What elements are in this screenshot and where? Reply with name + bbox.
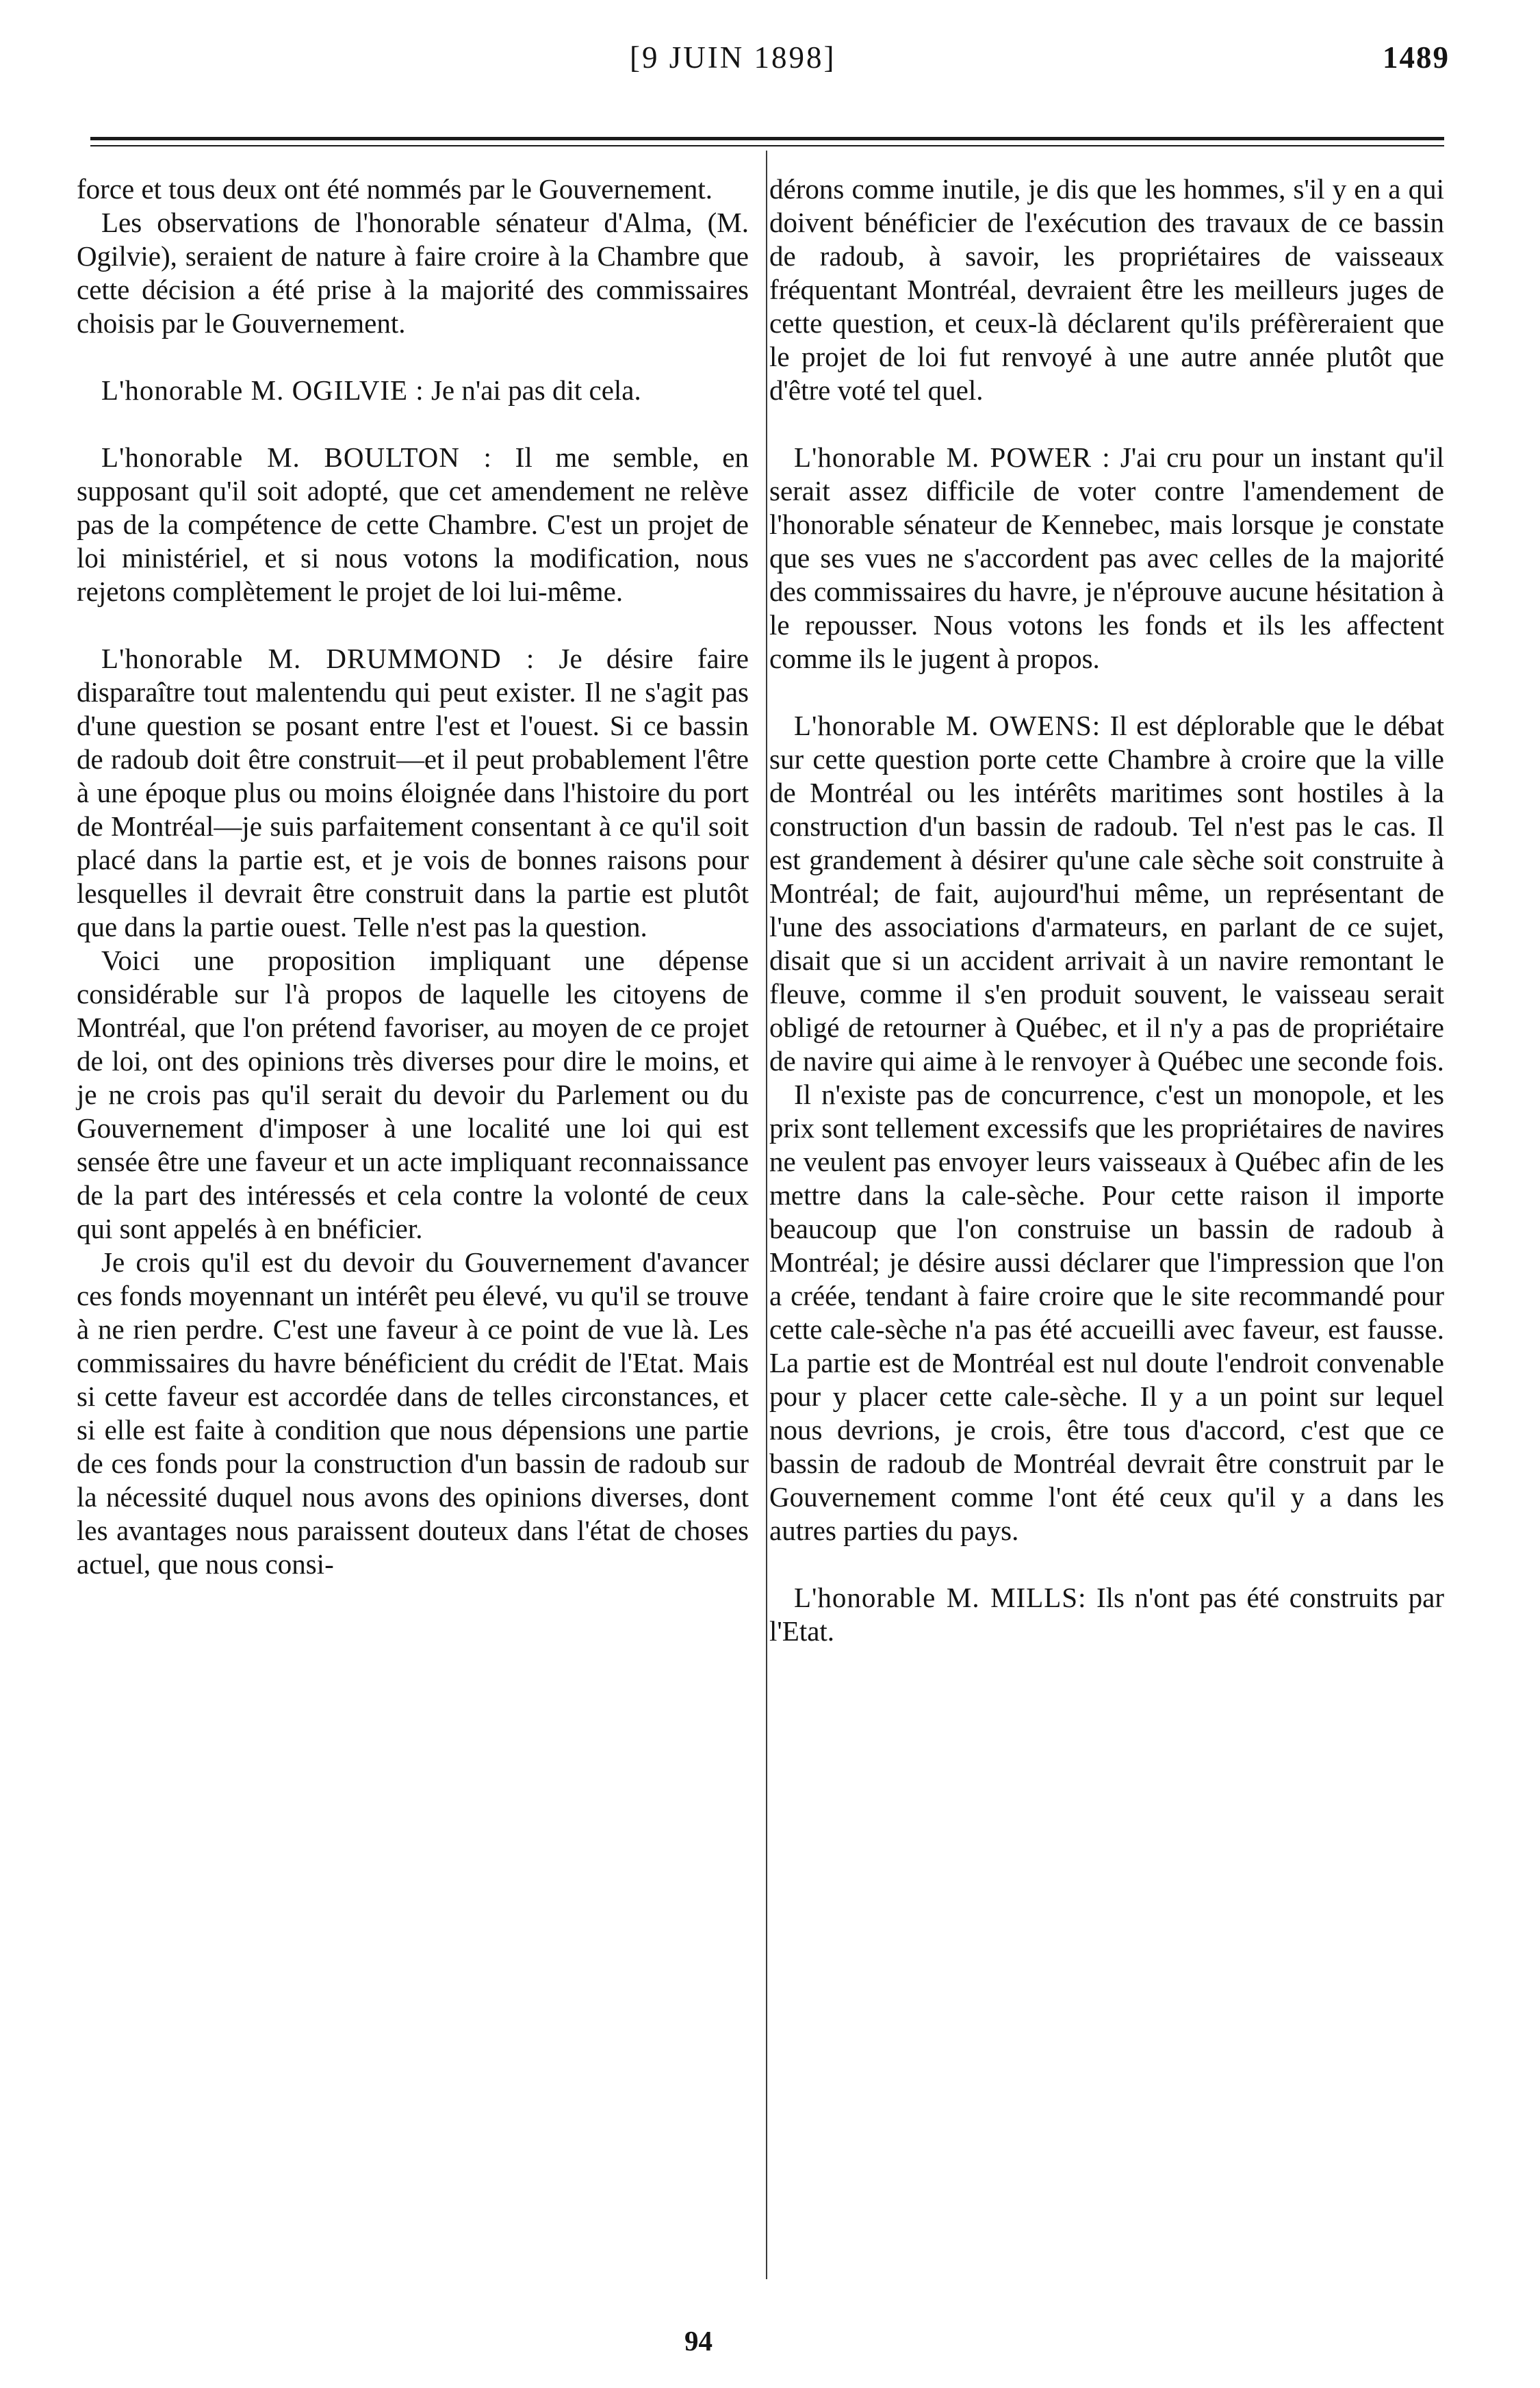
header-date: [9 JUIN 1898] [630,40,836,75]
paragraph [77,944,749,1246]
paragraph-text: Je désire faire disparaître tout malentendu qui peut exister. Il ne s'agit pas d'une question se posant entre l'est et l'ouest. Si ce bassin de radoub doit être construit—et il peut probablement l'être à une époque plus ou moins éloignée dans l'histoire du port de Montréal—je suis parfaitement consentant à ce qu'il soit placé dans la partie est, et je vois de bonnes raisons pour lesquelles il devrait être construit dans la partie est plutôt que dans la partie ouest. Telle n'est pas la question. [77,643,749,942]
page-number: 1489 [1383,40,1450,75]
paragraph [769,1078,1444,1548]
right-column [769,172,1444,1648]
speech-paragraph [77,642,749,944]
column-divider [766,151,767,2279]
paragraph [77,206,749,340]
paragraph-text: dérons comme inutile, je dis que les hommes, s'il y en a qui doivent bénéficier de l'exécution des travaux de ce bassin de radoub, à savoir, les propriétaires de vaisseaux fréquentant Montréal, devraient être les meilleurs juges de cette question, et ceux-là déclarent qu'ils préfèreraient que le projet de loi fut renvoyé à une autre année plutôt que d'être voté tel quel. [769,173,1444,406]
paragraph-text: Les observations de l'honorable sénateur d'Alma, (M. Ogilvie), seraient de nature à faire croire à la Chambre que cette décision a été prise à la majorité des commissaires choisis par le Gouvernement. [77,207,749,339]
paragraph [77,172,749,206]
header-rule-thin [90,145,1444,146]
paragraph [77,1246,749,1581]
paragraph-text: Voici une proposition impliquant une dépense considérable sur l'à propos de laquelle les citoyens de Montréal, que l'on prétend favoriser, au moyen de ce projet de loi, ont des opinions très diverses pour dire le moins, et je ne crois pas qu'il serait du devoir du Parlement ou du Gouvernement d'imposer à une localité une loi qui est sensée être une faveur et un acte impliquant reconnaissance de la part des intéressés et cela contre la volonté de ceux qui sont appelés à en bnéficier. [77,945,749,1244]
signature-number: 94 [684,2325,713,2357]
paragraph-text: force et tous deux ont été nommés par le Gouvernement. [77,173,713,205]
speech-paragraph [769,1581,1444,1648]
speaker-name: L'honorable M. OWENS: [794,710,1101,741]
paragraph-text: Je crois qu'il est du devoir du Gouvernement d'avancer ces fonds moyennant un intérêt peu élevé, vu qu'il se trouve à ne rien perdre. C'est une faveur à ce point de vue là. Les commissaires du havre bénéficient du crédit de l'Etat. Mais si cette faveur est accordée dans de telles circonstances, et si elle est faite à condition que nous dépensions une partie de ces fonds pour la construction d'un bassin de radoub sur la nécessité duquel nous avons des opinions diverses, dont les avantages nous paraissent douteux dans l'état de choses actuel, que nous consi- [77,1246,749,1580]
speech-paragraph [77,374,749,407]
left-column [77,172,749,1581]
speaker-name: L'honorable M. OGILVIE : [101,374,424,406]
paragraph [769,172,1444,407]
speech-paragraph [769,441,1444,676]
speaker-name: L'honorable M. POWER : [794,441,1111,473]
speech-paragraph [77,441,749,608]
speaker-name: L'honorable M. DRUMMOND : [101,643,535,674]
header-rule-thick [90,137,1444,140]
paragraph-text: Il n'existe pas de concurrence, c'est un monopole, et les prix sont tellement excessifs que les propriétaires de navires ne veulent pas envoyer leurs vaisseaux à Québec afin de les mettre dans la cale-sèche. Pour cette raison il importe beaucoup que l'on construise un bassin de radoub à Montréal; je désire aussi déclarer que l'impression que l'on a créée, tendant à faire croire que le site recommandé pour cette cale-sèche n'a pas été accueilli avec faveur, est fausse. La partie est de Montréal est nul doute l'endroit convenable pour y placer cette cale-sèche. Il y a un point sur lequel nous devrions, je crois, être tous d'accord, c'est que ce bassin de radoub de Montréal devrait être construit par le Gouvernement comme l'ont été ceux qu'il y a dans les autres parties du pays. [769,1079,1444,1546]
paragraph-text: J'ai cru pour un instant qu'il serait assez difficile de voter contre l'amendement de l'honorable sénateur de Kennebec, mais lorsque je constate que ses vues ne s'accordent pas avec celles de la majorité des commissaires du havre, je n'éprouve aucune hésitation à le repousser. Nous votons les fonds et ils les affectent comme ils le jugent à propos. [769,441,1445,674]
paragraph-text: Il me semble, en supposant qu'il soit adopté, que cet amendement ne relève pas de la compétence de cette Chambre. C'est un projet de loi ministériel, et si nous votons la modification, nous rejetons complètement le projet de loi lui-même. [77,441,749,607]
speaker-name: L'honorable M. MILLS: [794,1582,1087,1613]
paragraph-text: Je n'ai pas dit cela. [431,374,641,406]
speech-paragraph [769,709,1444,1078]
paragraph-text: Il est déplorable que le débat sur cette question porte cette Chambre à croire que la ville de Montréal ou les intérêts maritimes sont hostiles à la construction d'un bassin de radoub. Tel n'est pas le cas. Il est grandement à désirer qu'une cale sèche soit construite à Montréal; de fait, aujourd'hui même, un représentant de l'une des associations d'armateurs, en parlant de ce sujet, disait que si un accident arrivait à un navire remontant le fleuve, comme il s'en produit souvent, le vaisseau serait obligé de retourner à Québec, et il n'y a pas de propriétaire de navire qui aime à le renvoyer à Québec une seconde fois. [769,710,1444,1077]
speaker-name: L'honorable M. BOULTON : [101,441,492,473]
running-header [0,40,1540,94]
paragraph-text: Ils n'ont pas été construits par l'Etat. [769,1582,1445,1647]
